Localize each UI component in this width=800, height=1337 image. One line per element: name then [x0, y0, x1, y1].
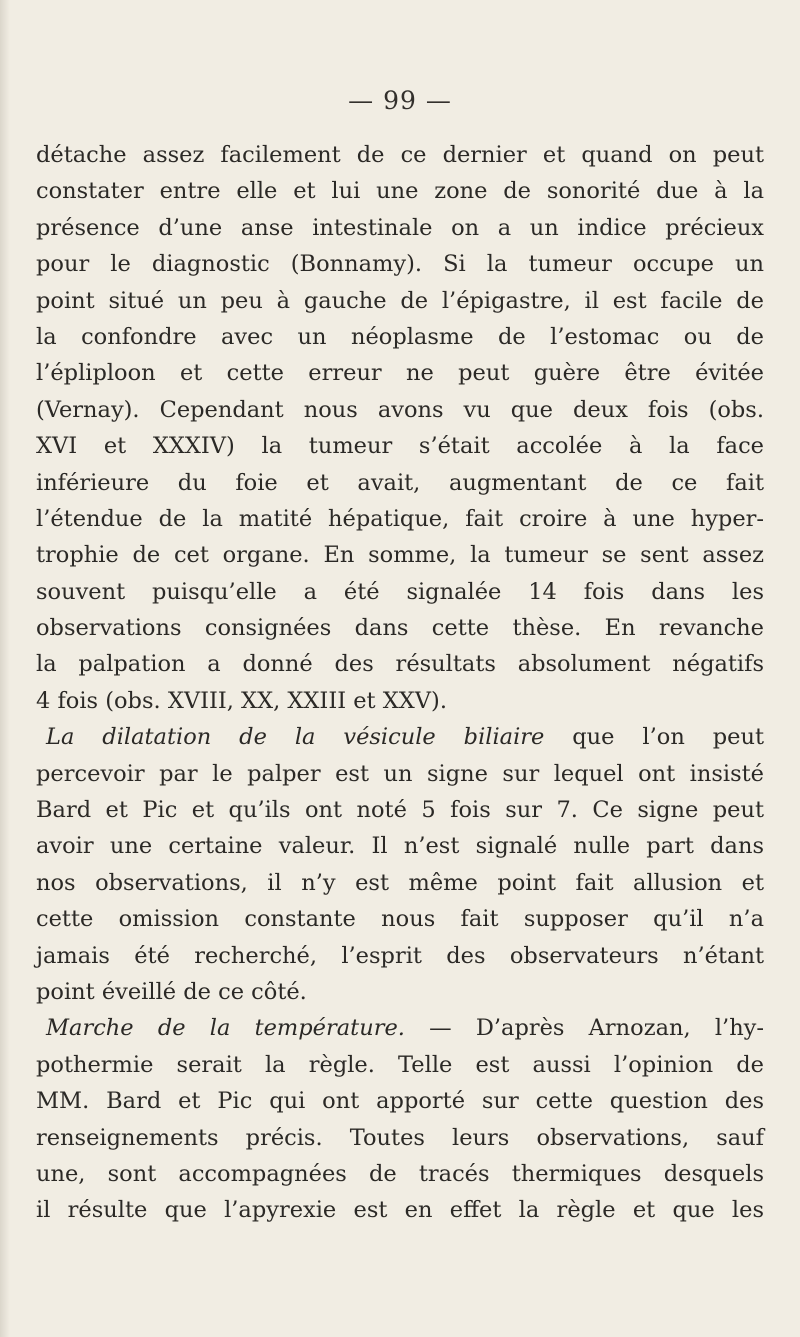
- text-line: nos observations, il n’y est même point fait allusion et: [36, 869, 764, 896]
- paragraph-start-line: [36, 1010, 764, 1046]
- text-line: détache assez facilement de ce dernier et quand on peut: [36, 142, 764, 168]
- text-line: présence d’une anse intestinale on a un indice précieux: [36, 214, 764, 241]
- text-line: souvent puisqu’elle a été signalée 14 fois dans les: [36, 578, 764, 605]
- text-line: l’étendue de la matité hépatique, fait croire à une hyper-: [36, 505, 764, 532]
- italic-heading: La dilatation de la vésicule biliaire: [46, 724, 545, 751]
- body-text: [36, 137, 764, 1229]
- text-line: pothermie serait la règle. Telle est aussi l’opinion de: [36, 1051, 764, 1078]
- text-line: 4 fois (obs. XVIII, XX, XXIII et XXV).: [36, 687, 447, 714]
- italic-heading: Marche de la température.: [46, 1015, 405, 1042]
- text-line: constater entre elle et lui une zone de sonorité due à la: [36, 178, 764, 205]
- text-line: (Vernay). Cependant nous avons vu que deux fois (obs.: [36, 396, 764, 423]
- text-line: MM. Bard et Pic qui ont apporté sur cette question des: [36, 1088, 764, 1115]
- text-line: cette omission constante nous fait supposer qu’il n’a: [36, 906, 764, 933]
- text-line: trophie de cet organe. En somme, la tumeur se sent assez: [36, 542, 764, 569]
- text-line: renseignements précis. Toutes leurs observations, sauf: [36, 1124, 764, 1151]
- text-run: que l’on peut: [544, 724, 764, 751]
- text-run: — D’après Arnozan, l’hy-: [404, 1015, 764, 1042]
- paragraph-start-line: [36, 719, 764, 755]
- text-line: point situé un peu à gauche de l’épigastre, il est facile de: [36, 287, 764, 314]
- text-line: l’épliploon et cette erreur ne peut guère être évitée: [36, 360, 764, 387]
- page-number: — 99 —: [348, 86, 452, 115]
- text-line: XVI et XXXIV) la tumeur s’était accolée à la face: [36, 433, 764, 460]
- text-line: observations consignées dans cette thèse. En revanche: [36, 615, 764, 642]
- page-edge-shadow: [0, 0, 10, 1337]
- text-line: la palpation a donné des résultats absolument négatifs: [36, 651, 764, 678]
- text-line: percevoir par le palper est un signe sur lequel ont insisté: [36, 760, 764, 787]
- text-line: il résulte que l’apyrexie est en effet la règle et que les: [36, 1197, 764, 1224]
- text-line: une, sont accompagnées de tracés thermiques desquels: [36, 1160, 764, 1187]
- text-line: inférieure du foie et avait, augmentant de ce fait: [36, 469, 764, 496]
- text-line: Bard et Pic et qu’ils ont noté 5 fois sur 7. Ce signe peut: [36, 797, 764, 824]
- text-line: la confondre avec un néoplasme de l’estomac ou de: [36, 323, 764, 350]
- text-line: avoir une certaine valeur. Il n’est signalé nulle part dans: [36, 833, 764, 860]
- text-line: jamais été recherché, l’esprit des observateurs n’étant: [36, 942, 764, 969]
- text-line: point éveillé de ce côté.: [36, 978, 307, 1005]
- text-line: pour le diagnostic (Bonnamy). Si la tumeur occupe un: [36, 251, 764, 278]
